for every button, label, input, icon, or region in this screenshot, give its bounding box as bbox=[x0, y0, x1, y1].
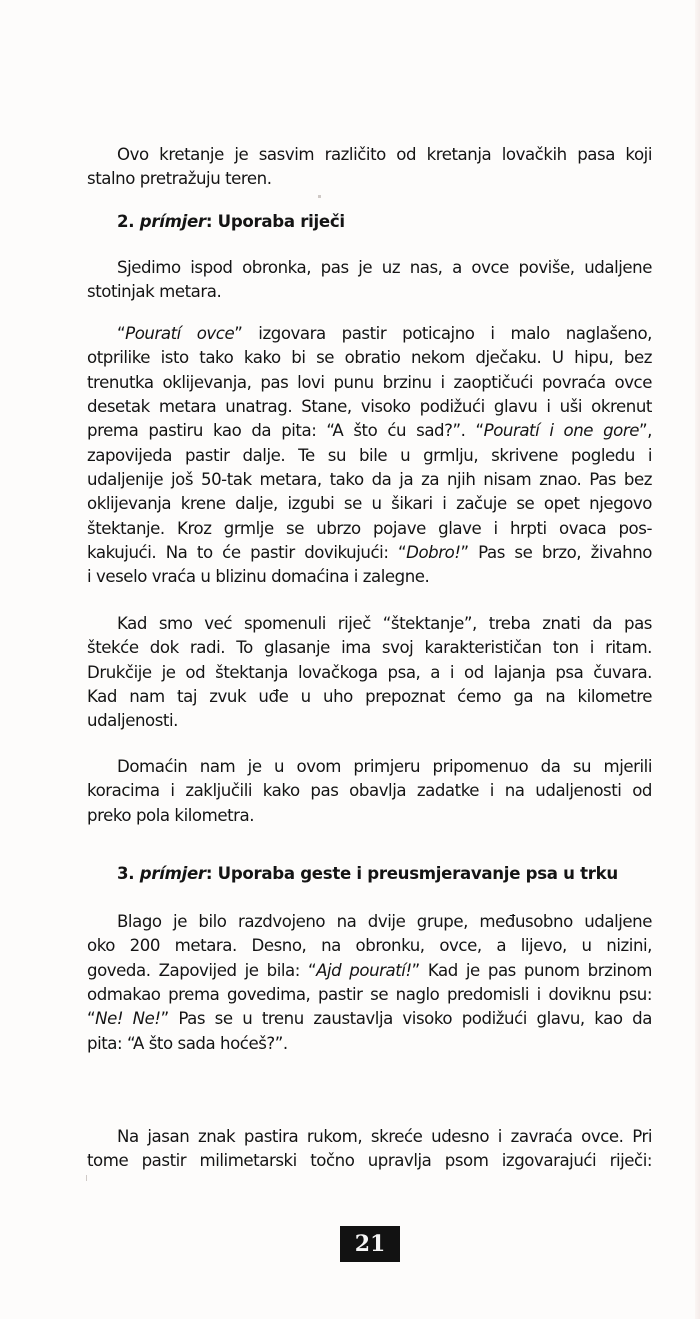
text-line: tome pastir milimetarski točno upravlja psom izgovarajući riječi: bbox=[87, 1151, 652, 1170]
text-line: štekće dok radi. To glasanje ima svoj karakterističan ton i ritam. bbox=[87, 638, 652, 657]
text-line: Ovo kretanje je sasvim različito od kretanja lovačkih pasa koji bbox=[117, 145, 652, 164]
text-run: prema pastiru kao da pita: “A što ću sad?”. “ bbox=[87, 421, 484, 440]
text-line: Domaćin nam je u ovom primjeru pripomenuo da su mjerili bbox=[117, 757, 652, 776]
text-line: Kad smo već spomenuli riječ “štektanje”, treba znati da pas bbox=[117, 614, 652, 633]
text-line: trenutka oklijevanja, pas lovi punu brzinu i zaoptičući povraća ovce bbox=[87, 372, 652, 392]
text-line: odmakao prema govedima, pastir se naglo predomisli i doviknu psu: bbox=[87, 985, 652, 1004]
text-run: goveda. Zapovijed je bila: “ bbox=[87, 960, 317, 980]
text-run: ” Pas se u trenu zaustavlja visoko podižući glavu, kao da bbox=[160, 1009, 652, 1028]
text-run: kakujući. Na to će pastir dovikujući: “ bbox=[87, 543, 407, 562]
section-heading bbox=[117, 862, 618, 886]
heading-label: prímjer bbox=[139, 864, 206, 883]
text-line bbox=[87, 1007, 652, 1031]
text-line: Kad nam taj zvuk uđe u uho prepoznat ćemo ga na kilometre bbox=[87, 687, 652, 706]
heading-title: Uporaba geste i preusmjeravanje psa u trku bbox=[217, 864, 618, 883]
text-line: preko pola kilometra. bbox=[87, 805, 255, 825]
text-line: Na jasan znak pastira rukom, skreće udesno i zavraća ovce. Pri bbox=[117, 1127, 652, 1146]
scan-speck bbox=[318, 195, 321, 198]
heading-colon: : bbox=[205, 212, 213, 231]
text-line: Sjedimo ispod obronka, pas je uz nas, a ovce poviše, udaljene bbox=[117, 258, 652, 277]
section-heading bbox=[117, 210, 345, 234]
scan-speck bbox=[86, 1175, 87, 1181]
text-line: oklijevanja krene dalje, izgubi se u šikari i začuje se opet njegovo bbox=[87, 494, 652, 513]
quote-mark: “ bbox=[87, 1009, 96, 1028]
text-line: oko 200 metara. Desno, na obronku, ovce, a lijevo, u nizini, bbox=[87, 936, 652, 955]
text-line bbox=[87, 959, 652, 983]
quote-mark: “ bbox=[117, 324, 126, 343]
text-line: koracima i zaključili kako pas obavlja zadatke i na udaljenosti od bbox=[87, 781, 652, 800]
text-run: ” Kad je pas punom brzinom bbox=[411, 960, 652, 980]
text-line: pita: “A što sada hoćeš?”. bbox=[87, 1033, 288, 1053]
text-run: ”, bbox=[639, 421, 652, 440]
italic-command: Ajd pouratí! bbox=[316, 960, 412, 980]
text-line: zapovijeda pastir dalje. Te su bile u grmlju, skrivene pogledu i bbox=[87, 445, 652, 465]
text-run: ” izgovara pastir poticajno i malo naglašeno, bbox=[234, 324, 653, 343]
text-line: stotinjak metara. bbox=[87, 282, 222, 301]
text-line: Blago je bilo razdvojeno na dvije grupe, međusobno udaljene bbox=[117, 912, 652, 931]
text-line: udaljenije još 50-tak metara, tako da ja za njih nisam znao. Pas bez bbox=[87, 470, 652, 489]
text-line: udaljenosti. bbox=[87, 711, 178, 730]
italic-command: Ne! Ne! bbox=[95, 1009, 161, 1028]
page-number: 21 bbox=[340, 1226, 400, 1262]
text-line bbox=[87, 419, 652, 443]
text-line: desetak metara unatrag. Stane, visoko podižući glavu i uši okrenut bbox=[87, 397, 652, 416]
text-run: ” Pas se brzo, živahno bbox=[460, 543, 652, 562]
page-edge-shadow bbox=[695, 0, 700, 1319]
text-line: štektanje. Kroz grmlje se ubrzo pojave glave i hrpti ovaca pos- bbox=[87, 518, 652, 538]
heading-number: 2. bbox=[117, 212, 135, 231]
italic-command: Pouratí i one gore bbox=[483, 421, 640, 440]
text-line bbox=[87, 541, 652, 565]
text-line: otprilike isto tako kako bi se obratio nekom dječaku. U hipu, bez bbox=[87, 348, 652, 367]
heading-title: Uporaba riječi bbox=[217, 212, 345, 231]
text-line: Drukčije je od štektanja lovačkoga psa, a i od lajanja psa čuvara. bbox=[87, 662, 652, 682]
heading-number: 3. bbox=[117, 864, 135, 883]
italic-command: Dobro! bbox=[406, 543, 461, 562]
heading-label: prímjer bbox=[139, 212, 206, 231]
heading-colon: : bbox=[205, 864, 213, 883]
text-line bbox=[117, 322, 652, 346]
text-line: i veselo vraća u blizinu domaćina i zalegne. bbox=[87, 567, 430, 586]
text-line: stalno pretražuju teren. bbox=[87, 169, 272, 188]
italic-command: Pouratí ovce bbox=[125, 324, 235, 343]
